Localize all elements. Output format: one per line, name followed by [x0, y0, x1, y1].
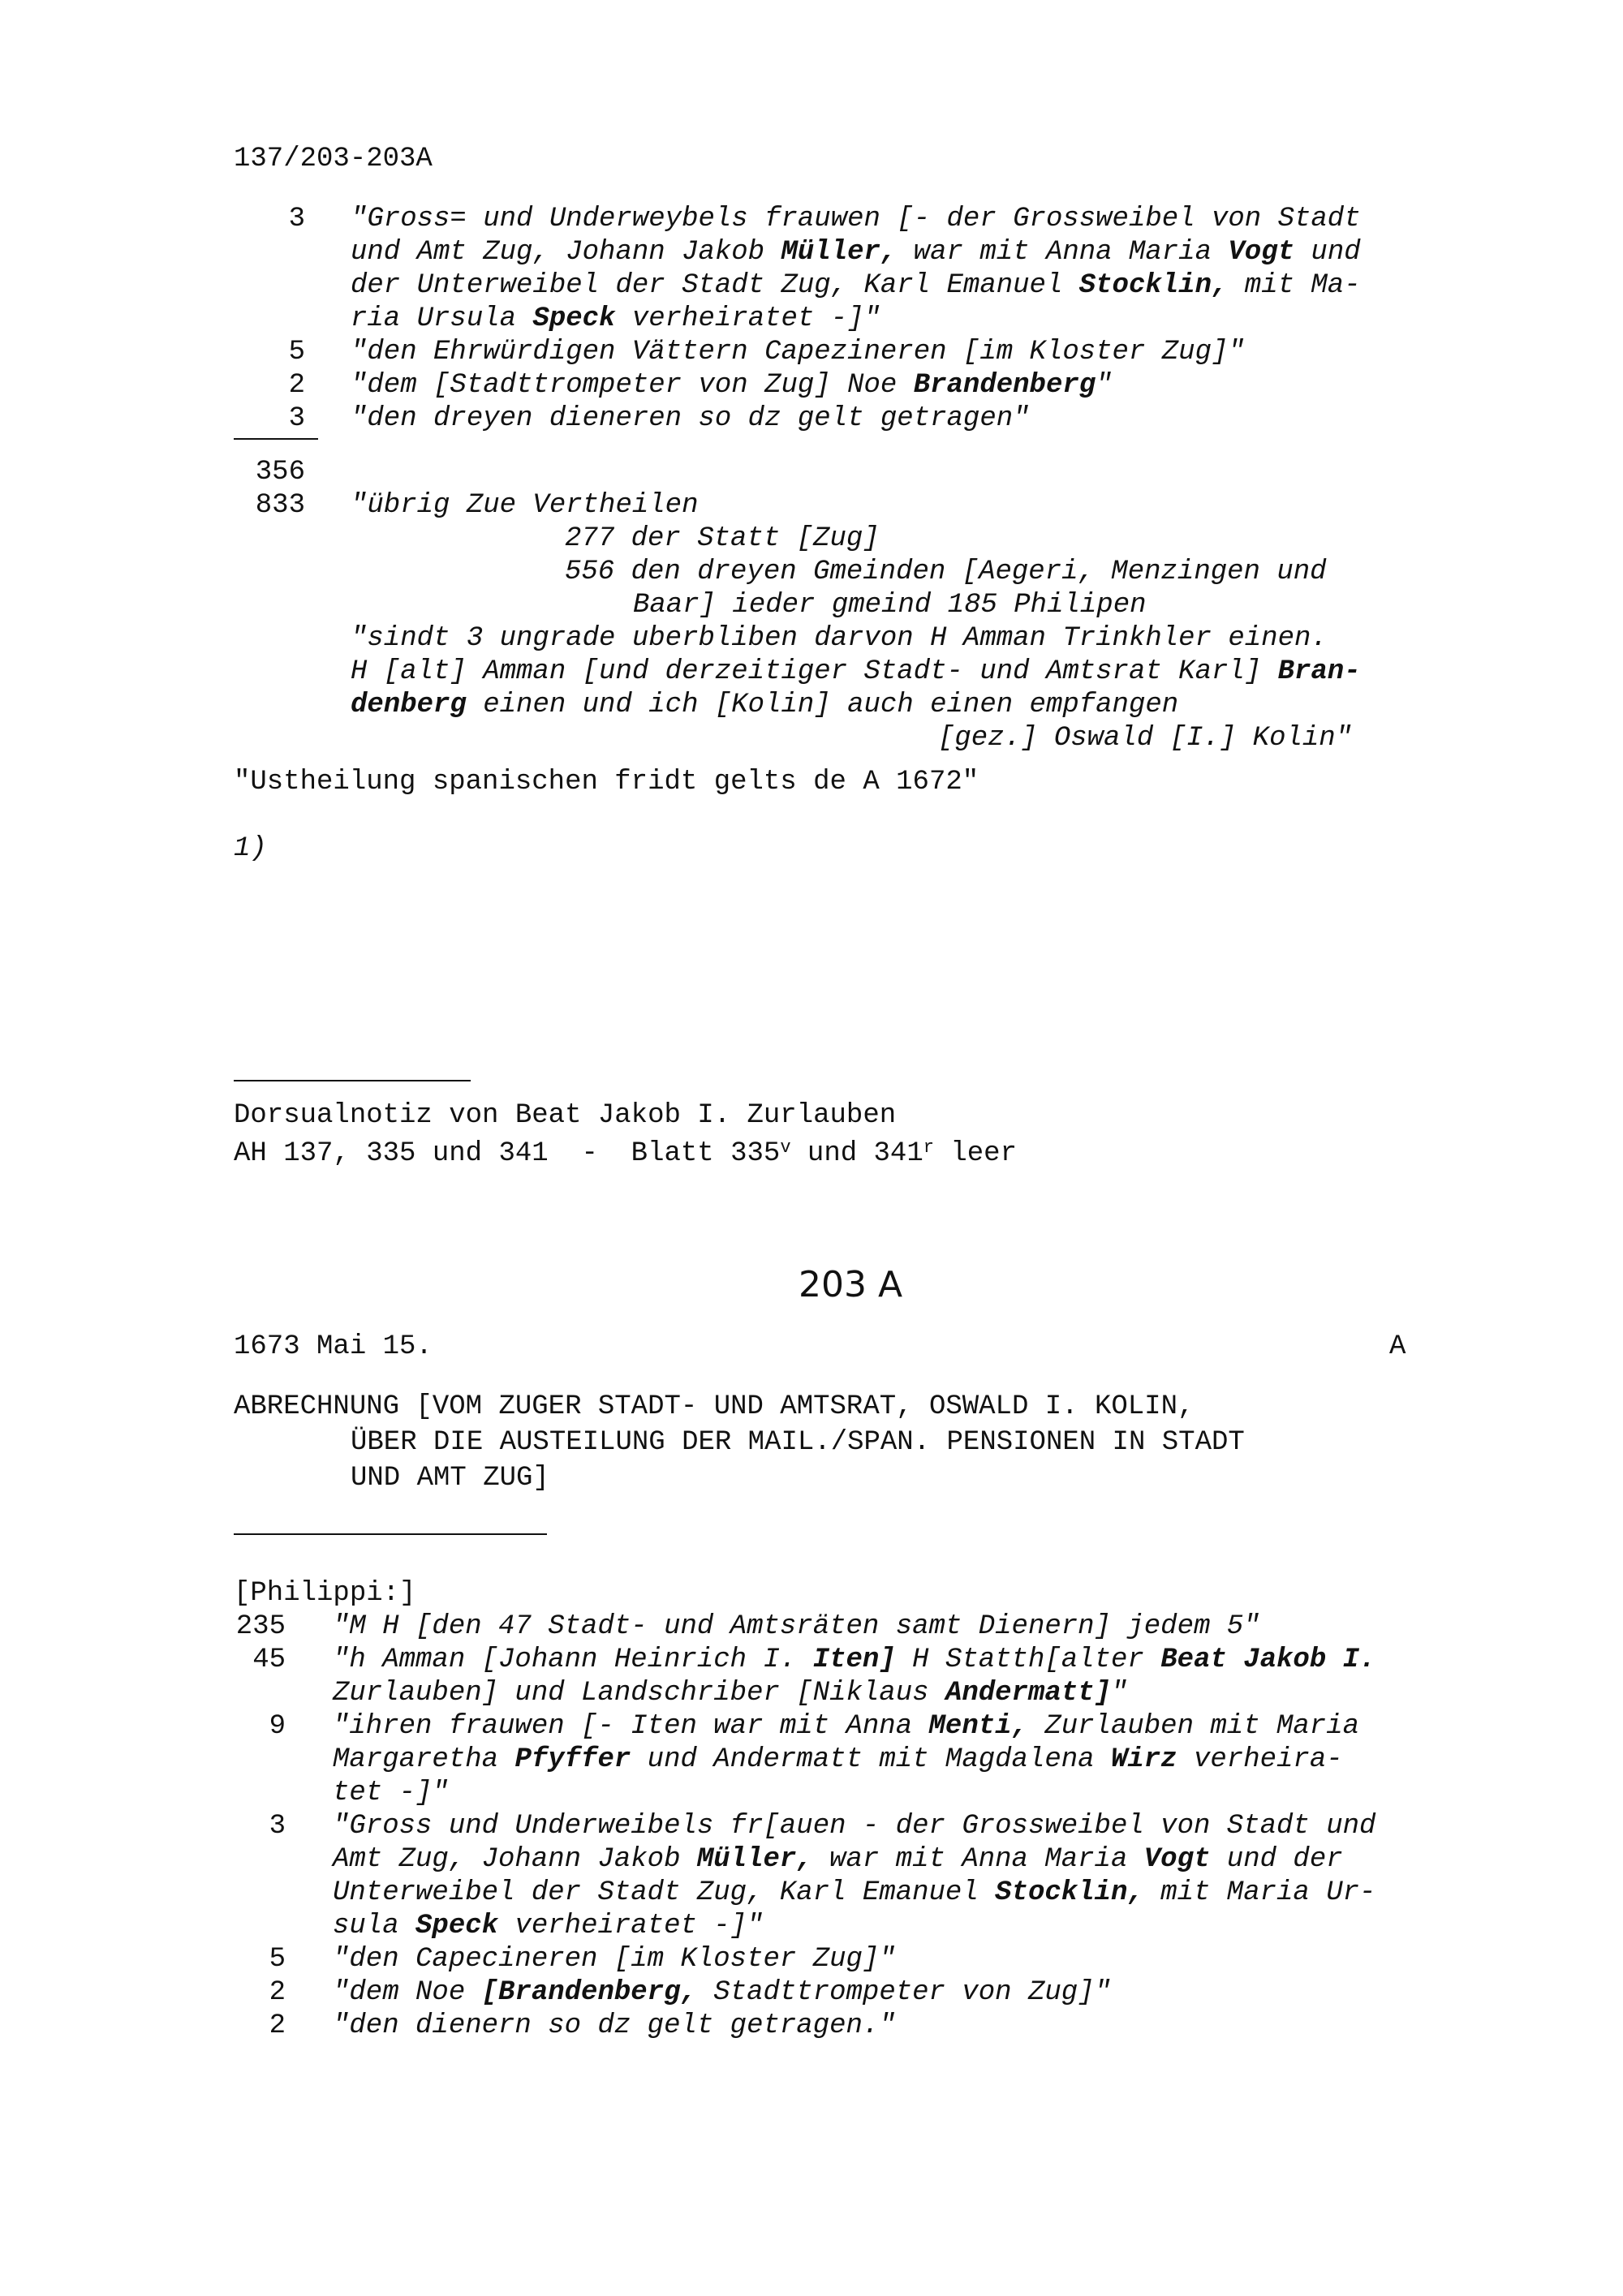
bold-name: Stocklin,: [1078, 270, 1229, 301]
text-segment: und Amt Zug, Johann Jakob: [351, 237, 781, 268]
entry-line: [333, 1943, 896, 1976]
text-segment: Stadttrompeter von Zug]": [696, 1977, 1111, 2008]
text-segment: war mit Anna Maria: [812, 1844, 1144, 1875]
rest-value: 833: [255, 490, 305, 521]
bold-name: Beat Jakob I.: [1160, 1645, 1376, 1675]
text-segment: Baar] ieder gmeind 185 Philipen: [633, 590, 1147, 621]
archive-note-text-2: und 341: [790, 1138, 923, 1169]
text-segment: "ihren frauwen [- Iten war mit Anna: [333, 1711, 929, 1742]
text-segment: Unterweibel der Stadt Zug, Karl Emanuel: [333, 1877, 996, 1908]
entry-amount: 3: [288, 403, 305, 434]
bold-name: Pfyffer: [514, 1744, 631, 1775]
text-segment: "Gross= und Underweybels frauwen [- der Grossweibel von Stadt: [351, 204, 1361, 234]
entry-amount: 2: [269, 2010, 286, 2041]
text-segment: "Gross und Underweibels fr[auen - der Grossweibel von Stadt und: [333, 1811, 1376, 1842]
verso-superscript: v: [780, 1137, 791, 1158]
entry-line: [351, 336, 1245, 369]
distribution-line: [351, 689, 1178, 722]
text-segment: ": [1110, 1678, 1128, 1709]
entry-amount: 2: [269, 1977, 286, 2008]
entry-line: [333, 1843, 1343, 1877]
entry-amount: 5: [269, 1944, 286, 1975]
text-segment: der Unterweibel der Stadt Zug, Karl Emanuel: [351, 270, 1079, 301]
entry-line: [333, 1777, 449, 1810]
distribution-line: [565, 556, 1327, 589]
text-segment: ria Ursula: [351, 303, 533, 334]
text-segment: "M H [den 47 Stadt- und Amtsräten samt Dienern] jedem 5": [333, 1611, 1260, 1642]
entry-line: [333, 1976, 1111, 2010]
text-segment: sula: [333, 1911, 416, 1941]
text-segment: H [alt] Amman [und derzeitiger Stadt- und Amtsrat Karl]: [351, 656, 1278, 687]
entry-line: [333, 1743, 1343, 1777]
distribution-line: [351, 489, 698, 522]
bold-name: Vogt: [1228, 237, 1295, 268]
bold-name: Müller,: [696, 1844, 813, 1875]
text-segment: verheiratet -]": [498, 1911, 764, 1941]
title-line-3: UND AMT ZUG]: [351, 1463, 549, 1494]
entry-line: [351, 402, 1030, 436]
text-segment: mit Ma-: [1228, 270, 1361, 301]
entry-amount: 3: [269, 1811, 286, 1842]
text-segment: Amt Zug, Johann Jakob: [333, 1844, 697, 1875]
bold-name: Vogt: [1143, 1844, 1211, 1875]
text-segment: "den Capecineren [im Kloster Zug]": [333, 1944, 896, 1975]
title-rule: [234, 1533, 547, 1535]
bold-name: Menti,: [928, 1711, 1028, 1742]
entry-amount: 235: [235, 1611, 286, 1642]
text-segment: "sindt 3 ungrade uberbliben darvon H Amman Trinkhler einen.: [351, 623, 1328, 654]
bold-name: Speck: [415, 1911, 499, 1941]
bold-name: [Brandenberg,: [481, 1977, 697, 2008]
text-segment: verheiratet -]": [615, 303, 880, 334]
entry-line: [333, 1610, 1260, 1644]
document-letter: A: [1389, 1331, 1406, 1362]
text-segment: Zurlauben] und Landschriber [Niklaus: [333, 1678, 945, 1709]
archive-note-text-3: leer: [933, 1138, 1017, 1169]
text-segment: und der: [1210, 1844, 1343, 1875]
entry-line: [333, 1677, 1127, 1710]
distribution-line: [633, 589, 1147, 622]
text-segment: 277 der Statt [Zug]: [565, 523, 880, 554]
entry-line: [351, 203, 1361, 236]
distribution-line: [351, 622, 1328, 656]
text-segment: "dem [Stadttrompeter von Zug] Noe: [351, 370, 914, 401]
document-reference: 137/203-203A: [234, 144, 433, 174]
entry-amount: 3: [288, 204, 305, 234]
bold-name: Müller,: [781, 237, 898, 268]
title-line-1: ABRECHNUNG [VOM ZUGER STADT- UND AMTSRAT, OSWALD I. KOLIN,: [234, 1391, 1195, 1422]
total-value: 356: [255, 457, 305, 488]
text-segment: "den dreyen dieneren so dz gelt getragen": [351, 403, 1030, 434]
entry-line: [333, 1710, 1359, 1743]
entry-line: [333, 1877, 1375, 1910]
bold-name: Stocklin,: [995, 1877, 1144, 1908]
text-segment: Zurlauben mit Maria: [1027, 1711, 1360, 1742]
archive-note: [234, 1137, 1017, 1171]
text-segment: 556 den dreyen Gmeinden [Aegeri, Menzingen und: [565, 557, 1327, 587]
document-date: 1673 Mai 15.: [234, 1331, 433, 1362]
entry-line: [333, 2010, 896, 2043]
entry-line: [333, 1810, 1375, 1843]
text-segment: und: [1294, 237, 1361, 268]
footnote-mark: 1): [234, 833, 267, 864]
closing-line: "Ustheilung spanischen fridt gelts de A 1672": [234, 767, 979, 798]
text-segment: "den dienern so dz gelt getragen.": [333, 2010, 896, 2041]
text-segment: mit Maria Ur-: [1143, 1877, 1376, 1908]
entry-amount: 9: [269, 1711, 286, 1742]
bold-name: Bran-: [1277, 656, 1361, 687]
distribution-line: [565, 522, 880, 556]
bold-name: Brandenberg: [913, 370, 1096, 401]
text-segment: tet -]": [333, 1778, 449, 1808]
archive-note-text: AH 137, 335 und 341 - Blatt 335: [234, 1138, 781, 1169]
text-segment: [gez.] Oswald [I.] Kolin": [938, 723, 1353, 754]
text-segment: "übrig Zue Vertheilen: [351, 490, 699, 521]
text-segment: "h Amman [Johann Heinrich I.: [333, 1645, 813, 1675]
text-segment: "dem Noe: [333, 1977, 482, 2008]
text-segment: "den Ehrwürdigen Vättern Capezineren [im Kloster Zug]": [351, 337, 1245, 368]
recto-superscript: r: [923, 1137, 934, 1158]
text-segment: ": [1096, 370, 1113, 401]
bold-name: Speck: [532, 303, 616, 334]
title-line-2: ÜBER DIE AUSTEILUNG DER MAIL./SPAN. PENSIONEN IN STADT: [351, 1427, 1245, 1458]
bold-name: Andermatt]: [945, 1678, 1111, 1709]
distribution-line: [938, 722, 1352, 755]
entry-line: [351, 269, 1361, 303]
bold-name: Iten]: [812, 1645, 896, 1675]
entry-line: [351, 236, 1361, 269]
text-segment: verheira-: [1177, 1744, 1343, 1775]
document-number: 203 A: [799, 1264, 903, 1305]
entry-line: [333, 1644, 1375, 1677]
bold-name: Wirz: [1110, 1744, 1177, 1775]
entry-amount: 2: [288, 370, 305, 401]
sum-rule: [234, 438, 318, 440]
entry-line: [351, 369, 1113, 402]
entry-amount: 45: [252, 1645, 286, 1675]
distribution-line: [351, 656, 1361, 689]
text-segment: H Statth[alter: [895, 1645, 1161, 1675]
dorsal-note: Dorsualnotiz von Beat Jakob I. Zurlauben: [234, 1100, 897, 1131]
text-segment: einen und ich [Kolin] auch einen empfangen: [466, 690, 1179, 720]
bold-name: denberg: [351, 690, 467, 720]
text-segment: war mit Anna Maria: [897, 237, 1229, 268]
text-segment: und Andermatt mit Magdalena: [631, 1744, 1111, 1775]
footnote-rule: [234, 1080, 471, 1081]
entry-line: [333, 1910, 764, 1943]
entry-line: [351, 303, 880, 336]
section-label: [Philippi:]: [234, 1578, 416, 1609]
entry-amount: 5: [288, 337, 305, 368]
text-segment: Margaretha: [333, 1744, 515, 1775]
